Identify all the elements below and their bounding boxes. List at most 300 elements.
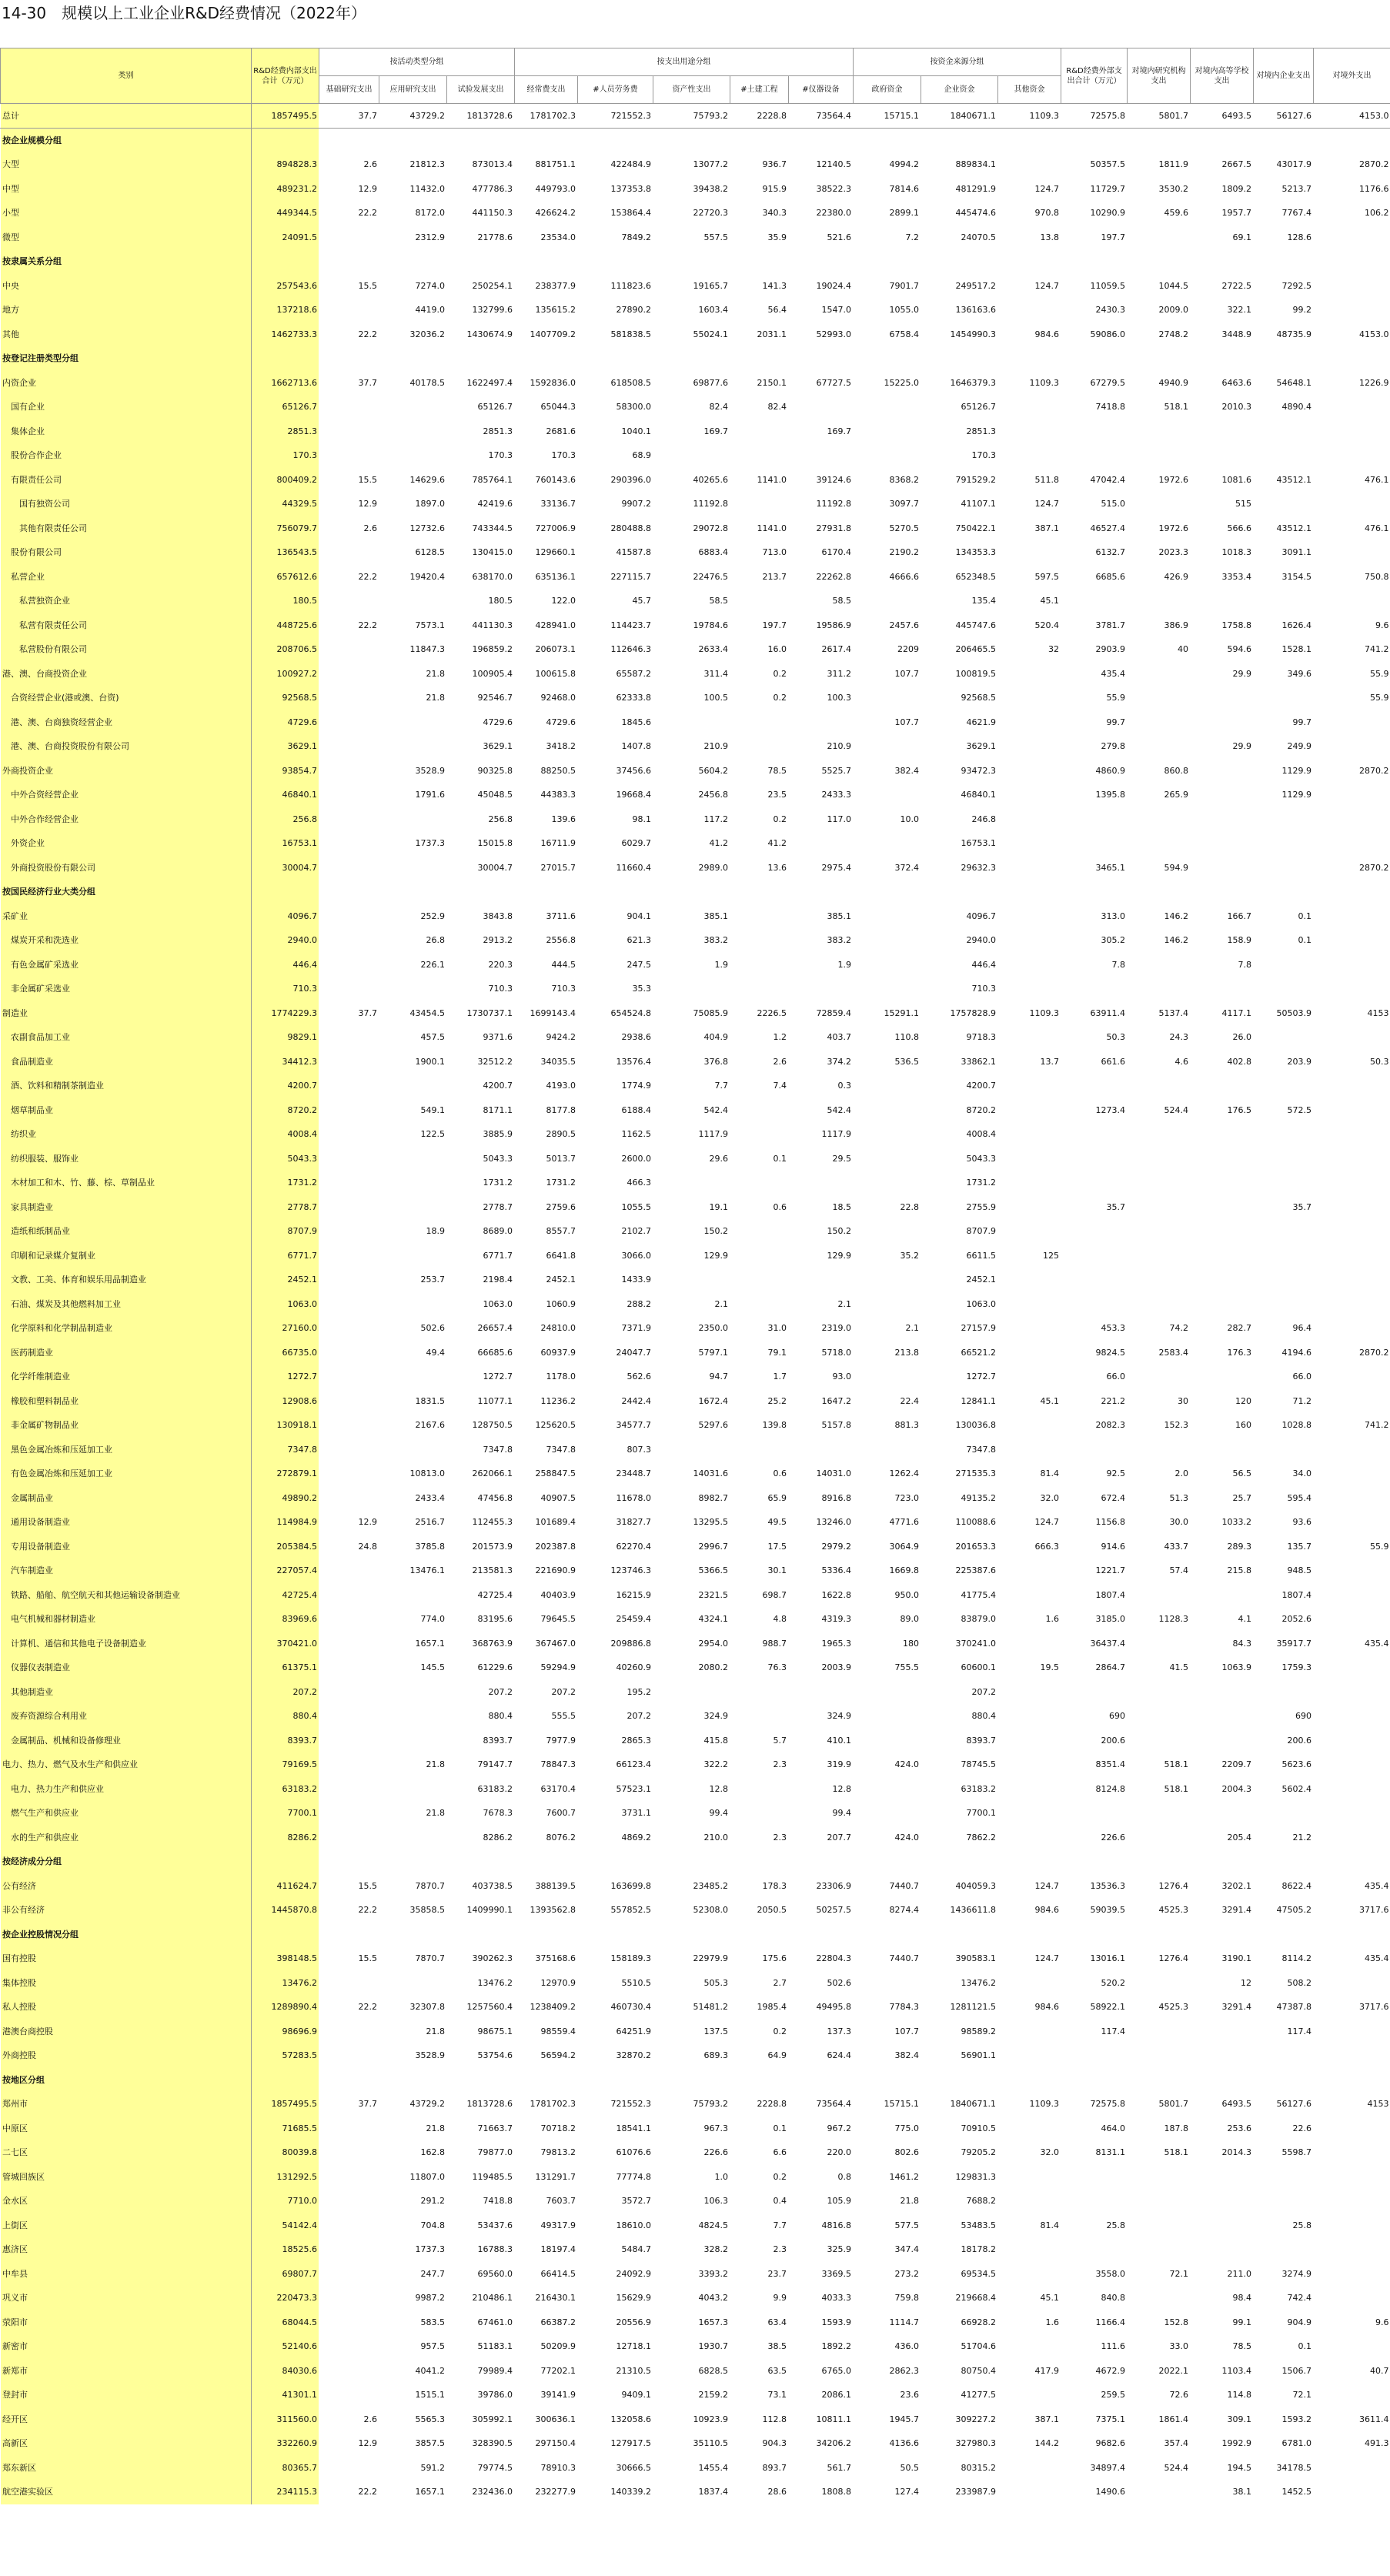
cell-value [1128,589,1191,613]
cell-value [1061,1244,1128,1268]
cell-value: 1972.6 [1128,468,1191,493]
cell-value [998,129,1061,153]
cell-value: 56.4 [730,298,789,322]
cell-value [854,1849,921,1874]
cell-value: 45.7 [578,589,653,613]
cell-value: 936.7 [730,152,789,177]
cell-value [1254,589,1314,613]
cell-value: 1129.9 [1254,759,1314,783]
cell-value: 28.6 [730,2480,789,2504]
cell-value: 259.5 [1061,2383,1128,2407]
cell-value: 34178.5 [1254,2456,1314,2481]
cell-value: 50.5 [854,2456,921,2481]
cell-value [319,2043,379,2068]
row-label: 新密市 [1,2334,252,2359]
row-label: 化学原料和化学制品制造业 [1,1316,252,1341]
cell-value: 2778.7 [252,1195,319,1220]
cell-value [578,1849,653,1874]
cell-value: 7862.2 [921,1826,998,1850]
cell-value: 453.3 [1061,1316,1128,1341]
cell-value: 914.6 [1061,1535,1128,1559]
cell-value: 515 [1191,492,1254,516]
cell-value: 502.6 [379,1316,447,1341]
cell-value: 7347.8 [921,1438,998,1462]
cell-value [1061,1923,1128,1947]
cell-value: 967.3 [653,2117,730,2141]
cell-value [1128,807,1191,832]
cell-value [319,2334,379,2359]
cell-value: 100905.4 [447,662,515,687]
cell-value [998,2334,1061,2359]
cell-value: 19.5 [998,1656,1061,1680]
cell-value: 1445870.8 [252,1898,319,1923]
cell-value: 2321.5 [653,1583,730,1608]
cell-value: 82.4 [730,395,789,419]
cell-value: 114984.9 [252,1510,319,1535]
cell-value: 111823.6 [578,274,653,299]
cell-value [447,1923,515,1947]
cell-value: 1809.2 [1191,177,1254,202]
cell-value: 39438.2 [653,177,730,202]
cell-value: 220.3 [447,953,515,977]
cell-value: 3353.4 [1191,565,1254,590]
cell-value: 1109.3 [998,1001,1061,1026]
cell-value: 258847.5 [515,1462,578,1486]
cell-value [515,1849,578,1874]
table-row [1,1971,1390,1996]
cell-value: 2319.0 [789,1316,854,1341]
cell-value [1061,1171,1128,1195]
cell-value: 127917.5 [578,2431,653,2456]
cell-value: 1737.3 [379,2237,447,2262]
cell-value: 305.2 [1061,928,1128,953]
cell-value [998,2068,1061,2093]
cell-value: 1018.3 [1191,540,1254,565]
cell-value [1128,1704,1191,1729]
cell-value: 19.1 [653,1195,730,1220]
cell-value [998,1559,1061,1583]
cell-value: 775.0 [854,2117,921,2141]
cell-value: 7440.7 [854,1946,921,1971]
cell-value [1061,1292,1128,1317]
cell-value: 27931.8 [789,516,854,541]
header-other: 其他资金 [998,76,1061,104]
cell-value: 3066.0 [578,1244,653,1268]
cell-value [1191,249,1254,274]
cell-value: 13246.0 [789,1510,854,1535]
cell-value: 71.2 [1254,1389,1314,1414]
cell-value: 137353.8 [578,177,653,202]
cell-value [1061,1849,1128,1874]
cell-value [319,2165,379,2190]
cell-value [998,2262,1061,2287]
row-label: 管城回族区 [1,2165,252,2190]
cell-value: 2979.2 [789,1535,854,1559]
cell-value [789,880,854,904]
cell-value: 2228.8 [730,2092,789,2117]
cell-value [998,2480,1061,2504]
cell-value: 7371.9 [578,1316,653,1341]
cell-value [1314,1777,1390,1802]
cell-value: 7418.8 [447,2189,515,2213]
cell-value: 35858.5 [379,1898,447,1923]
cell-value [1314,1438,1390,1462]
cell-value: 1657.1 [379,1632,447,1656]
cell-value: 45.1 [998,1389,1061,1414]
cell-value: 7.8 [1061,953,1128,977]
cell-value: 225387.6 [921,1559,998,1583]
header-ext-univ: 对境内高等学校支出 [1191,48,1254,104]
cell-value: 99.7 [1061,710,1128,735]
cell-value: 2442.4 [578,1389,653,1414]
header-ext-abroad: 对境外支出 [1314,48,1390,104]
cell-value: 4136.6 [854,2431,921,2456]
cell-value: 1117.9 [653,1122,730,1147]
cell-value: 80039.8 [252,2140,319,2165]
cell-value [1061,880,1128,904]
cell-value: 4621.9 [921,710,998,735]
cell-value [252,1849,319,1874]
cell-value: 8393.7 [252,1729,319,1753]
cell-value: 54648.1 [1254,371,1314,396]
cell-value: 436.0 [854,2334,921,2359]
cell-value: 5801.7 [1128,104,1191,129]
cell-value [319,831,379,856]
cell-value [379,710,447,735]
cell-value [1314,1510,1390,1535]
table-row [1,1171,1390,1195]
cell-value [730,880,789,904]
cell-value [1128,1826,1191,1850]
cell-value: 117.0 [789,807,854,832]
cell-value: 12732.6 [379,516,447,541]
cell-value: 6771.7 [252,1244,319,1268]
cell-value: 101689.4 [515,1510,578,1535]
cell-value: 4008.4 [252,1122,319,1147]
row-label: 新郑市 [1,2359,252,2384]
cell-value [730,1219,789,1244]
cell-value: 3611.4 [1314,2407,1390,2432]
cell-value: 459.6 [1128,201,1191,226]
cell-value: 12 [1191,1971,1254,1996]
cell-value: 9824.5 [1061,1341,1128,1365]
cell-value: 4771.6 [854,1510,921,1535]
cell-value [854,1801,921,1826]
cell-value: 2.6 [319,516,379,541]
cell-value: 411624.7 [252,1874,319,1899]
cell-value: 1461.2 [854,2165,921,2190]
cell-value: 78847.3 [515,1752,578,1777]
cell-value [379,1971,447,1996]
row-label: 制造业 [1,1001,252,1026]
cell-value: 238377.9 [515,274,578,299]
cell-value: 66928.2 [921,2310,998,2335]
cell-value [854,686,921,710]
cell-value: 132799.6 [447,298,515,322]
table-row [1,2068,1390,2093]
row-label: 化学纤维制造业 [1,1365,252,1389]
cell-value: 79877.0 [447,2140,515,2165]
cell-value [1314,1729,1390,1753]
cell-value: 112455.3 [447,1510,515,1535]
cell-value: 37.7 [319,104,379,129]
cell-value: 4319.3 [789,1607,854,1632]
cell-value: 2870.2 [1314,759,1390,783]
cell-value [998,2237,1061,2262]
cell-value: 12.8 [789,1777,854,1802]
cell-value: 7678.3 [447,1801,515,1826]
cell-value: 521.6 [789,226,854,250]
cell-value: 12841.1 [921,1389,998,1414]
cell-value [854,953,921,977]
cell-value: 117.2 [653,807,730,832]
cell-value: 621.3 [578,928,653,953]
cell-value [1314,589,1390,613]
cell-value [252,249,319,274]
cell-value: 27015.7 [515,856,578,880]
cell-value: 30 [1128,1389,1191,1414]
cell-value [379,1826,447,1850]
row-label: 非公有经济 [1,1898,252,1923]
cell-value: 134353.3 [921,540,998,565]
cell-value: 21.8 [379,1801,447,1826]
cell-value [730,129,789,153]
cell-value: 624.4 [789,2043,854,2068]
cell-value: 247.5 [578,953,653,977]
cell-value: 860.8 [1128,759,1191,783]
cell-value [1061,1680,1128,1705]
cell-value [319,2456,379,2481]
cell-value: 12.9 [319,177,379,202]
cell-value: 524.4 [1128,1098,1191,1123]
cell-value [998,1632,1061,1656]
cell-value: 32036.2 [379,322,447,347]
cell-value [1254,1680,1314,1705]
cell-value: 135.4 [921,589,998,613]
cell-value: 7274.0 [379,274,447,299]
cell-value: 13536.3 [1061,1874,1128,1899]
cell-value: 80365.7 [252,2456,319,2481]
cell-value [730,1122,789,1147]
cell-value: 32307.8 [379,1995,447,2020]
row-label: 集体控股 [1,1971,252,1996]
cell-value: 2433.4 [379,1486,447,1511]
cell-value [1254,1923,1314,1947]
cell-value: 9682.6 [1061,2431,1128,2456]
cell-value [379,1147,447,1171]
cell-value [1314,298,1390,322]
cell-value [1191,1195,1254,1220]
cell-value [1128,2286,1191,2310]
cell-value [1128,1680,1191,1705]
cell-value: 253.6 [1191,2117,1254,2141]
cell-value: 290396.0 [578,468,653,493]
cell-value: 22.8 [854,1195,921,1220]
cell-value [1128,1801,1191,1826]
cell-value [319,710,379,735]
cell-value: 0.8 [789,2165,854,2190]
cell-value [319,395,379,419]
cell-value: 11236.2 [515,1389,578,1414]
cell-value [578,129,653,153]
cell-value [319,2237,379,2262]
cell-value [319,1025,379,1050]
cell-value: 66387.2 [515,2310,578,2335]
cell-value: 38.5 [730,2334,789,2359]
cell-value: 68044.5 [252,2310,319,2335]
cell-value: 2870.2 [1314,1341,1390,1365]
cell-value [319,298,379,322]
cell-value: 435.4 [1314,1946,1390,1971]
cell-value: 2903.9 [1061,637,1128,662]
cell-value [1314,1462,1390,1486]
cell-value: 562.6 [578,1365,653,1389]
cell-value [730,1801,789,1826]
cell-value [1128,346,1191,371]
cell-value: 1063.0 [921,1292,998,1317]
cell-value: 1857495.5 [252,104,319,129]
cell-value: 21.8 [379,2117,447,2141]
cell-value [998,1680,1061,1705]
cell-value [730,589,789,613]
cell-value: 146.2 [1128,928,1191,953]
row-label: 按企业控股情况分组 [1,1923,252,1947]
cell-value: 176.5 [1191,1098,1254,1123]
cell-value [1254,953,1314,977]
cell-value: 5.7 [730,1729,789,1753]
cell-value: 131292.5 [252,2165,319,2190]
cell-value [1254,1801,1314,1826]
table-row [1,1147,1390,1171]
cell-value [998,1171,1061,1195]
cell-value [789,395,854,419]
cell-value [653,443,730,468]
cell-value: 69560.0 [447,2262,515,2287]
cell-value: 22.2 [319,1898,379,1923]
cell-value [1128,226,1191,250]
cell-value: 51481.2 [653,1995,730,2020]
cell-value: 3465.1 [1061,856,1128,880]
table-row [1,152,1390,177]
cell-value [319,1752,379,1777]
cell-value [1061,831,1128,856]
cell-value: 65126.7 [447,395,515,419]
cell-value [854,880,921,904]
cell-value: 56127.6 [1254,104,1314,129]
cell-value [1128,1849,1191,1874]
cell-value: 1055.0 [854,298,921,322]
cell-value: 207.2 [921,1680,998,1705]
cell-value [319,1316,379,1341]
cell-value: 43017.9 [1254,152,1314,177]
cell-value: 1114.7 [854,2310,921,2335]
cell-value: 32.0 [998,2140,1061,2165]
cell-value: 2086.1 [789,2383,854,2407]
cell-value: 542.4 [789,1098,854,1123]
row-label: 食品制造业 [1,1050,252,1074]
cell-value [1061,1268,1128,1292]
cell-value: 58.5 [789,589,854,613]
cell-value: 8557.7 [515,1219,578,1244]
cell-value: 8720.2 [921,1098,998,1123]
cell-value: 967.2 [789,2117,854,2141]
table-row [1,2165,1390,2190]
cell-value [854,1098,921,1123]
cell-value: 583.5 [379,2310,447,2335]
cell-value [319,953,379,977]
cell-value [319,1656,379,1680]
cell-value: 4194.6 [1254,1341,1314,1365]
cell-value: 24092.9 [578,2262,653,2287]
cell-value [1191,2213,1254,2238]
cell-value: 48735.9 [1254,322,1314,347]
cell-value [1128,2043,1191,2068]
cell-value: 327980.3 [921,2431,998,2456]
cell-value: 698.7 [730,1583,789,1608]
cell-value: 2864.7 [1061,1656,1128,1680]
cell-value: 1669.8 [854,1559,921,1583]
cell-value: 57283.5 [252,2043,319,2068]
cell-value: 5043.3 [921,1147,998,1171]
table-row [1,977,1390,1001]
row-label: 金属制品业 [1,1486,252,1511]
cell-value: 124.7 [998,1874,1061,1899]
cell-value: 1281121.5 [921,1995,998,2020]
cell-value [998,686,1061,710]
cell-value: 49135.2 [921,1486,998,1511]
cell-value [789,1849,854,1874]
cell-value [1254,1171,1314,1195]
row-label: 其他制造业 [1,1680,252,1705]
cell-value: 460730.4 [578,1995,653,2020]
cell-value: 1.2 [730,1025,789,1050]
cell-value: 32.0 [998,1486,1061,1511]
cell-value [1314,395,1390,419]
header-labor: #人员劳务费 [578,76,653,104]
cell-value: 66521.2 [921,1341,998,1365]
cell-value: 69807.7 [252,2262,319,2287]
table-row [1,2237,1390,2262]
cell-value: 213581.3 [447,1559,515,1583]
cell-value [998,1074,1061,1098]
cell-value: 125 [998,1244,1061,1268]
cell-value: 2312.9 [379,226,447,250]
cell-value: 175.6 [730,1946,789,1971]
cell-value: 92568.5 [252,686,319,710]
cell-value: 52308.0 [653,1898,730,1923]
cell-value: 654524.8 [578,1001,653,1026]
cell-value: 30004.7 [447,856,515,880]
cell-value: 524.4 [1128,2456,1191,2481]
cell-value [1191,346,1254,371]
cell-value: 72859.4 [789,1001,854,1026]
cell-value: 25.2 [730,1389,789,1414]
cell-value: 53483.5 [921,2213,998,2238]
cell-value: 1506.7 [1254,2359,1314,2384]
cell-value [1061,807,1128,832]
cell-value: 0.6 [730,1462,789,1486]
cell-value [730,710,789,735]
cell-value [730,492,789,516]
cell-value [998,443,1061,468]
cell-value [1128,2213,1191,2238]
cell-value [1191,807,1254,832]
cell-value [730,928,789,953]
cell-value [998,856,1061,880]
cell-value: 370241.0 [921,1632,998,1656]
cell-value [319,443,379,468]
cell-value: 166.7 [1191,904,1254,929]
